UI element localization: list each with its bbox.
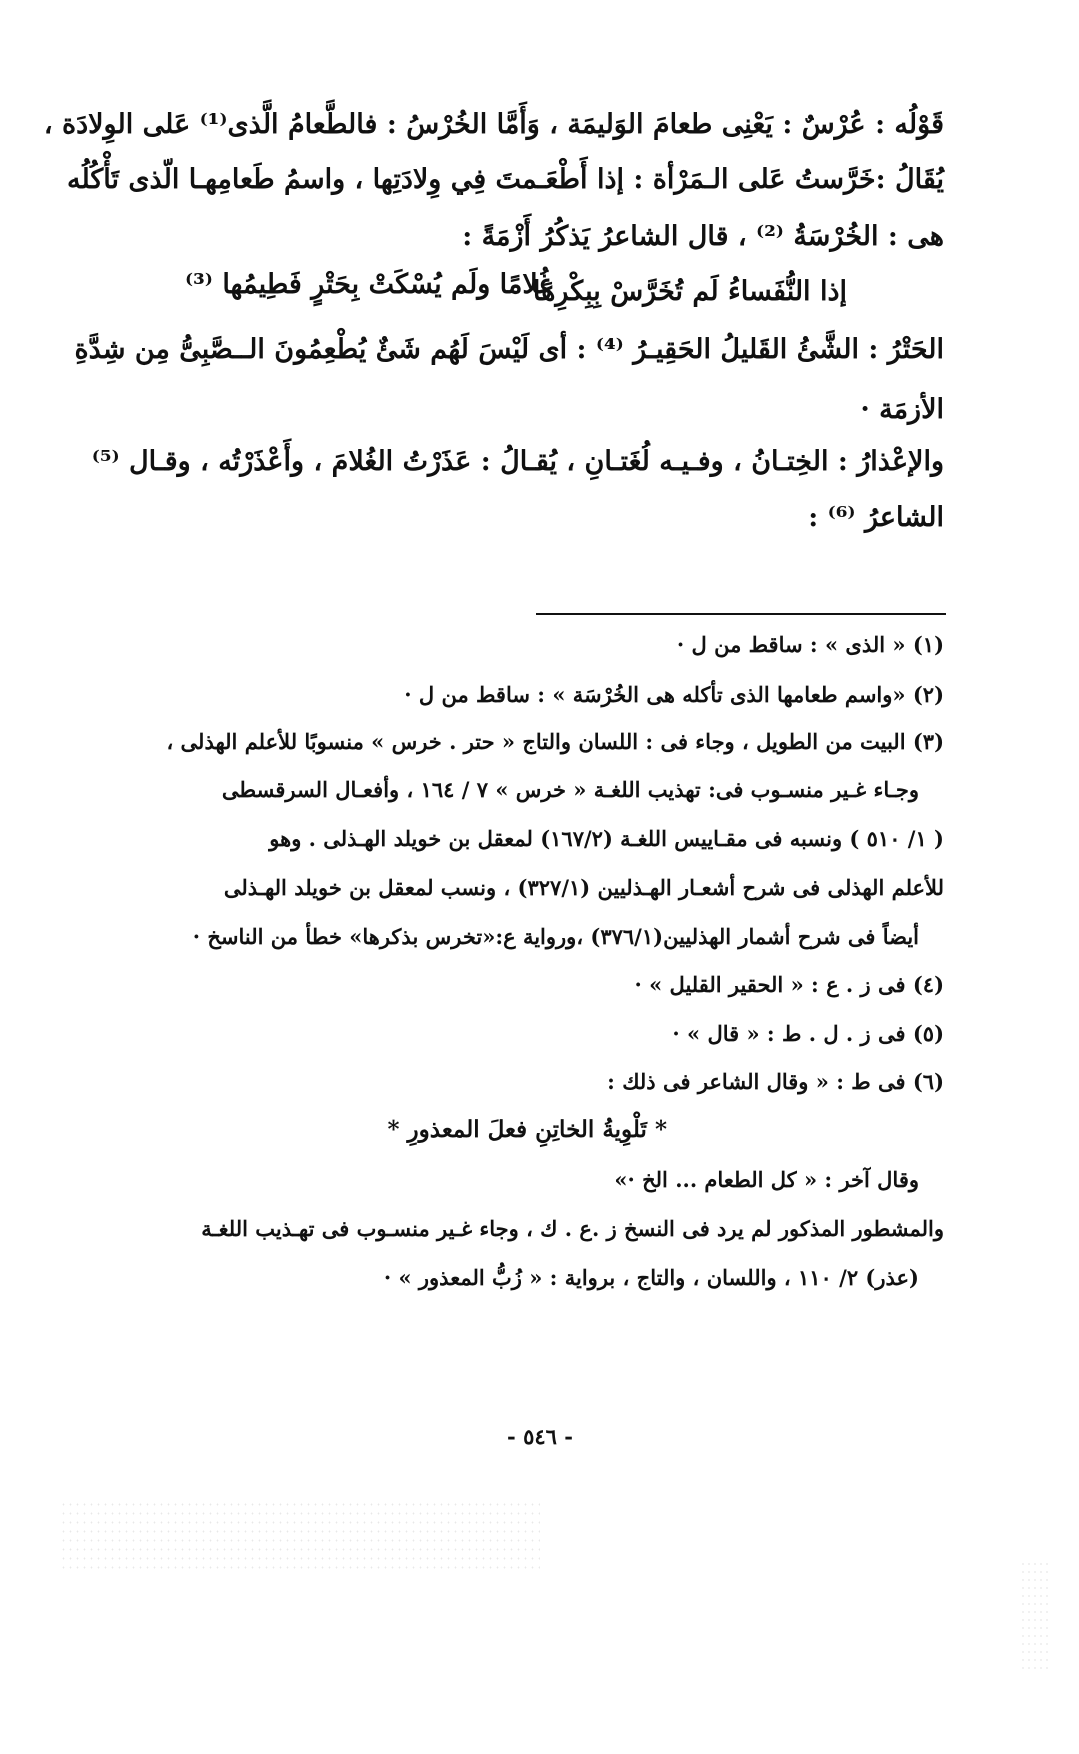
- footnote-divider: [536, 613, 946, 615]
- body-line-2: يُقَالُ :خَرَّستُ عَلى الـمَرْأة : إذا أَطْعَـمتَ فِي وِلادَتِها ، واسمُ طَعامِهـا الّذى تَأْكُلُه: [66, 164, 944, 195]
- body-line-1: قَوْلُه : عُرْسٌ : يَعْنِى طعامَ الوَليمَة ، وَأَمَّا الخُرْسُ : فالطَّعامُ الَّذى⁽¹⁾ عَلى الوِلادَة ،: [43, 109, 944, 140]
- scan-noise-edge: [1020, 1560, 1050, 1670]
- footnote-4: (٤) فى ز . ع : « الحقير القليل » ·: [634, 972, 944, 997]
- footnote-3-line-2: وجـاء غـير منسـوب فى: تهذيب اللغـة « خرس » ٧ / ١٦٤ ، وأفعـال السرقسطى: [221, 777, 919, 802]
- footnote-3-line-5: أيضاً فى شرح أشمار الهذليين(٣٧٦/١) ،ورواية ع:«تخرس بذكرها» خطأ من الناسخ ·: [192, 924, 919, 949]
- body-line-6: والإعْذارُ : الخِتـانُ ، وفـيـه لُغَتـانِ ، يُقـالُ : عَذَرْتُ الغُلامَ ، وأَعْذَرْتُه ، وقـال ⁽⁵⁾: [91, 446, 944, 477]
- footnote-2: (٢) «واسم طعامها الذى تأكله هى الخُرْسَة » : ساقط من ل ·: [404, 682, 944, 707]
- annotation-line-1: وقال آخر : « كل الطعام ... الخ ·»: [614, 1167, 919, 1192]
- body-line-7: الشاعرُ ⁽⁶⁾ :: [808, 502, 944, 533]
- body-line-4: الحَتْرُ : الشَّئُ القَليلُ الحَقِيـرُ ⁽⁴⁾ : أى لَيْسَ لَهُم شَئٌ يُطْعِمُونَ الــصَّبِىُّ مِن شِدَّةِ: [74, 334, 944, 365]
- verse-second-hemistich: غُلامًا ولَم يُسْكَتْ بِحَتْرٍ فَطِيمُها ⁽³⁾: [185, 269, 553, 300]
- footnote-3-line-4: للأعلم الهذلى فى شرح أشعـار الهـذليين (٣٢٧/١) ، ونسب لمعقل بن خويلد الهـذلى: [223, 875, 944, 900]
- scan-noise: [60, 1500, 540, 1570]
- body-line-5: الأزمَة ·: [860, 394, 944, 425]
- annotation-line-2: والمشطور المذكور لم يرد فى النسخ ز .ع . ك ، وجاء غـير منسـوب فى تهـذيب اللغـة: [201, 1216, 944, 1241]
- footnote-6: (٦) فى ط : « وقال الشاعر فى ذلك :: [607, 1069, 944, 1094]
- verse-first-hemistich: إذا النُّفَساءُ لَم تُخَرَّسْ بِبِكْرِهَا: [532, 276, 847, 307]
- footnote-5: (٥) فى ز . ل . ط : « قال » ·: [672, 1021, 944, 1046]
- annotation-heading: * تَلْوِيةُ الخاتِنِ فعلَ المعذورِ *: [387, 1116, 667, 1143]
- annotation-line-3: (عذر) ٢/ ١١٠ ، واللسان ، والتاج ، برواية : « زُبُّ المعذور » ·: [383, 1265, 919, 1290]
- page-number: - ٥٤٦ -: [507, 1424, 573, 1449]
- body-line-3: هى : الخُرْسَةُ ⁽²⁾ ، قال الشاعرُ يَذكُرُ أَزْمَةً :: [462, 221, 944, 252]
- footnote-1: (١) « الذى » : ساقط من ل ·: [676, 632, 944, 657]
- footnote-3: (٣) البيت من الطويل ، وجاء فى : اللسان والتاج « حتر . خرس » منسوبًا للأعلم الهذلى ،: [166, 729, 944, 754]
- footnote-3-line-3: ( ١/ ٥١٠ ) ونسبه فى مقـاييس اللغـة (١٦٧/٢) لمعقل بن خويلد الهـذلى . وهو: [269, 826, 944, 851]
